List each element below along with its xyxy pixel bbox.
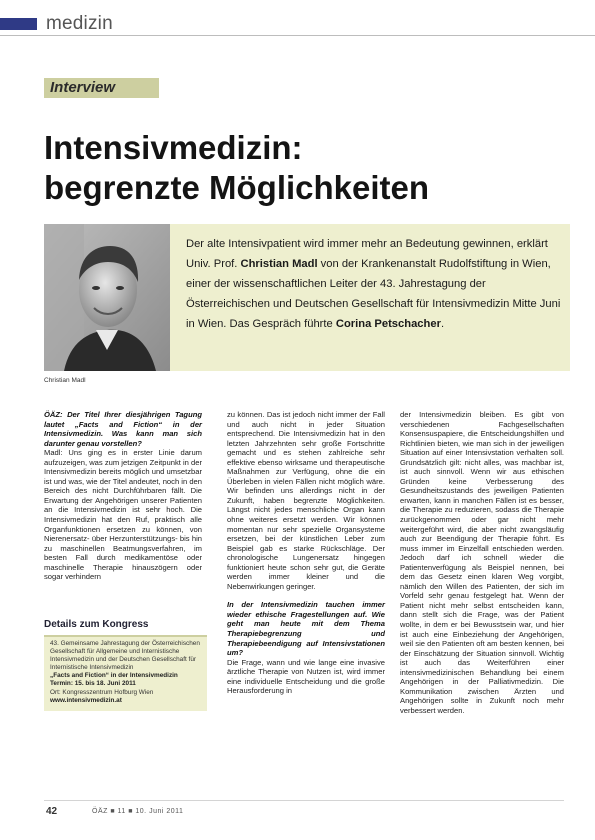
article-title bbox=[44, 128, 564, 208]
lead-text-end: . bbox=[440, 318, 445, 330]
header-divider bbox=[0, 35, 595, 36]
title-line-2: begrenzte Möglichkeiten bbox=[44, 169, 430, 206]
answer-1-continued: zu können. Das ist jedoch nicht immer der Fall und auch nicht in jeder Situation entsprechend. Die Intensivmedizin hat in den letzten Jahrzehnten sehr große Fortschritte gemacht und es stehen zahlreiche sehr effektive ebenso wirksame und therapeutische Maßnahmen zur Verfügung, ohne die ein Überleben in vielen Fällen nicht möglich wäre. Wir befinden uns allerdings nicht in der Zukunft, haben begrenzte Möglichkeiten. Längst nicht jedes menschliche Organ kann ohne weiteres ersetzt werden. Wir können momentan nur sehr spezielle Organsysteme ersetzen, bei der künstlichen Leber zum Beispiel gab es starke Rückschläge. Der chronologische Lungenersatz hingegen funktioniert heute schon sehr gut, die Geräte werden immer kleiner und die Nebenwirkungen geringer. bbox=[227, 410, 385, 591]
lead-text-1: Der alte Intensivpatient wird immer mehr an Bedeutung gewinnen, erklärt Univ. Prof. bbox=[186, 238, 548, 270]
details-line-1: 43. Gemeinsame Jahrestagung der Österreichischen Gesellschaft für Allgemeine und Internistische Intensivmedizin und der Deutschen Gesellschaft für Internistische Intensivmedizin bbox=[50, 640, 200, 672]
lead-paragraph bbox=[186, 234, 564, 334]
column-3 bbox=[400, 410, 564, 716]
column-1 bbox=[44, 410, 202, 582]
section-label: Interview bbox=[50, 79, 116, 96]
column-2 bbox=[227, 410, 385, 696]
rubric-color-bar bbox=[0, 18, 37, 30]
details-line-4: Ort: Kongresszentrum Hofburg Wien bbox=[50, 688, 154, 696]
page-number: 42 bbox=[46, 806, 58, 817]
question-2: In der Intensivmedizin tauchen immer wieder ethische Fragestellungen auf. Wie geht man heute mit dem Thema Therapiebegrenzung und Therapiebeendigung auf Intensivstationen um? bbox=[227, 600, 385, 658]
interviewer-name: Corina Petschacher bbox=[335, 318, 441, 330]
answer-1: Madl: Uns ging es in erster Linie darum aufzuzeigen, was zum jetzigen Zeitpunkt in der Intensivmedizin bereits möglich und umsetzbar ist und was, wie der Titel andeutet, noch in den Bereich des nicht Durchführbaren fällt. Die Erwartung der Angehörigen unserer Patienten an die Intensivmedizin ist sehr hoch. Die Intensivmedizin hat den Ruf, praktisch alle Organfunktionen ersetzen zu können, von Nierenersatz- über Herzunterstützungs- bis hin zu maschinellen Beatmungsverfahren, im besten Fall durch medikamentöse oder maschinelle Therapie hinauszögern oder sogar verhindern bbox=[44, 448, 202, 582]
details-content bbox=[50, 640, 202, 705]
answer-2-continued: der Intensivmedizin bleiben. Es gibt von verschiedenen Fachgesellschaften Konsensuspapiere, die Entscheidungshilfen und Richtlinien bieten, wie man sich in der jeweiligen Situation auf einer Intensivstation verhalten soll. Grundsätzlich gilt: nicht alles, was machbar ist, ist auch sinnvoll. Wenn wir aus ethischen Gründen keine Verbesserung des Gesundheitszustands des jeweiligen Patienten erwarten, kann in manchen Fällen ist es besser, die Therapie zu reduzieren, sodass die Therapie zurückgenommen oder gar nicht mehr weitergeführt wird, die aber nicht zwangsläufig auch zur Beendigung der Therapie führt. Es muss immer im Einzelfall entschieden werden. Jedoch darf ich schnell wieder die Patientenverfügung als Beispiel nennen, bei dem das Gesetz einen klaren Weg vorgibt, nämlich den Willen des Patienten, der sich im Vorfeld sehr genau festgelegt hat. Wenn der Patient nicht mehr selbst entscheiden kann, dann stellt sich die Frage, was der Patient wollte, in dem er bei Bewusstsein war, und hier ist auch eine Einbeziehung der Angehörigen, weil sie den Patienten oft am besten kennen, bei der Einschätzung der Situation sinnvoll. Wichtig ist auch das Weiterführen einer intensivmedizinischen Behandlung bei einem Angehörigen in der Palliativmedizin. Die Kommunikation zwischen Ärzten und Angehörigen sollte in Zukunft noch mehr verbessert werden. bbox=[400, 410, 564, 715]
question-1: ÖÄZ: Der Titel Ihrer diesjährigen Tagung lautet „Facts and Fiction“ in der Intensivmedizin. Was kann man sich darunter genau vorstellen? bbox=[44, 410, 202, 448]
footer-divider bbox=[44, 800, 564, 801]
issue-line: ÖÄZ ■ 11 ■ 10. Juni 2011 bbox=[92, 808, 184, 815]
title-line-1: Intensivmedizin: bbox=[44, 129, 303, 166]
photo-caption: Christian Madl bbox=[44, 377, 86, 384]
lead-text-2: von der Krankenanstalt Rudolfstiftung in Wien, einer der wissenschaftlichen Leiter der 43. Jahrestagung der Österreichischen und Deutschen Gesellschaft für Intensivmedizin Mitte Juni in Wien. Das Gespräch führte bbox=[186, 258, 561, 330]
portrait-illustration bbox=[44, 224, 170, 371]
answer-2: Die Frage, wann und wie lange eine invasive ärztliche Therapie von Nutzen ist, wird immer eine individuelle Entscheidung und die große Herausforderung in bbox=[227, 657, 385, 696]
details-website-link[interactable]: www.intensivmedizin.at bbox=[50, 696, 122, 704]
section-rubric: medizin bbox=[46, 13, 113, 34]
details-line-2: „Facts and Fiction“ in der Intensivmedizin bbox=[50, 672, 178, 680]
portrait-photo bbox=[44, 224, 170, 371]
details-line-3: Termin: 15. bis 18. Juni 2011 bbox=[50, 680, 136, 688]
interviewee-name: Christian Madl bbox=[240, 258, 318, 270]
details-heading: Details zum Kongress bbox=[44, 615, 207, 637]
